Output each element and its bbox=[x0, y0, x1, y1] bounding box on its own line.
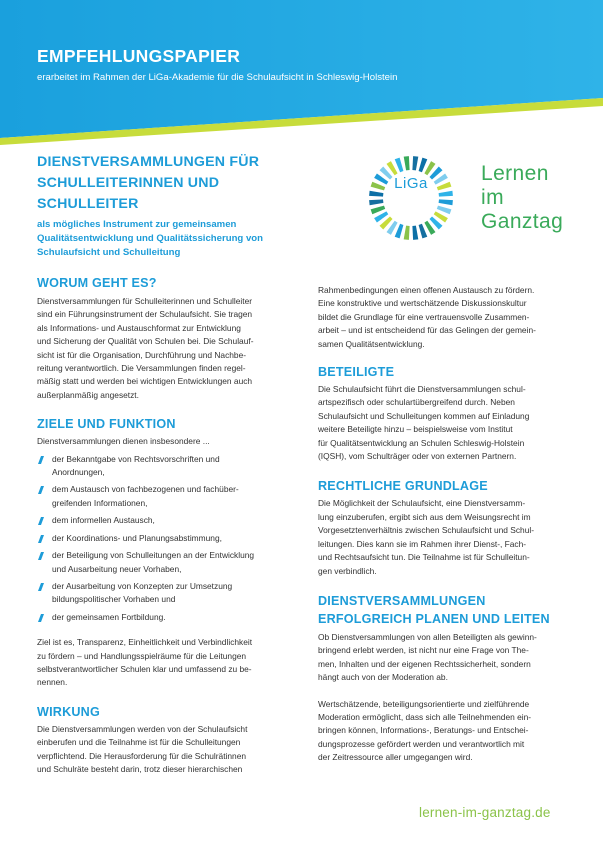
logo-word-2: im bbox=[481, 186, 504, 209]
list-item: der Bekanntgabe von Rechtsvorschriften und Anordnungen, bbox=[37, 453, 287, 480]
liga-logo bbox=[356, 152, 586, 244]
logo-inner-text: LiGa bbox=[394, 175, 428, 192]
main-subtitle-line-1: als mögliches Instrument zur gemeinsamen bbox=[37, 219, 237, 230]
bullet-icon bbox=[38, 486, 44, 494]
logo-ring-segment bbox=[419, 224, 428, 239]
heading-ziele: ZIELE UND FUNKTION bbox=[37, 417, 176, 432]
bullet-icon bbox=[38, 614, 44, 622]
logo-wordmark bbox=[481, 162, 591, 234]
list-item: der Ausarbeitung von Konzepten zur Umsetzung bildungspolitischer Vorhaben und bbox=[37, 580, 287, 607]
heading-rechtliche-grundlage: RECHTLICHE GRUNDLAGE bbox=[318, 479, 488, 494]
main-subtitle-line-3: Schulaufsicht und Schulleitung bbox=[37, 247, 181, 258]
ziele-intro: Dienstversammlungen dienen insbesondere ... bbox=[37, 436, 210, 447]
logo-ring-segment bbox=[412, 226, 418, 240]
paragraph-wirkung: Die Dienstversammlungen werden von der Schulaufsicht einberufen und die Teilnahme ist für die Schulleitungen verpflichtend. Die Herausforderung für die Schulrätinnen und Schulräte besteht darin, trotz dieser hierarchischen bbox=[37, 723, 248, 774]
ziele-list bbox=[37, 453, 287, 624]
logo-ring-segment bbox=[419, 158, 428, 173]
bullet-icon bbox=[38, 456, 44, 464]
main-subtitle-line-2: Qualitätsentwicklung und Qualitätssicherung von bbox=[37, 233, 264, 244]
list-item: dem Austausch von fachbezogenen und fachüber- greifenden Informationen, bbox=[37, 483, 287, 510]
paragraph-recht: Die Möglichkeit der Schulaufsicht, eine Dienstversamm- lung einzuberufen, ergibt sich aus dem Weisungsrecht im Vorgesetztenverhältnis zwischen Schulaufsicht und Schul- leitungen. Dies kann sie im Rahmen ihrer Dienst-, Fach- und Rechtsaufsicht tun. Die Teilnahme ist für Schulleitun- gen verbindlich. bbox=[318, 498, 535, 576]
paragraph-beteiligte: Die Schulaufsicht führt die Dienstversammlungen schul- artspezifisch oder schulartübergreifend durch. Neben Schulaufsicht und Schulleitungen kommen auf Einladung weitere Beteiligte hinzu – beispielsweise vom Institut für Qualitätsentwicklung an Schulen Schleswig-Holstein (IQSH), vom Schulträger oder von externen Partnern. bbox=[318, 384, 530, 462]
heading-worum: WORUM GEHT ES? bbox=[37, 276, 157, 290]
paragraph-worum: Dienstversammlungen für Schulleiterinnen und Schulleiter sind ein Führungsinstrument der Schulaufsicht. Sie tragen als Informations- und Austauschformat zur Entwicklung und Sicherung der Qualität von Schulen bei. Die Schulauf- sicht ist für die Organisation, Durchführung und Nachbe- reitung verantwortlich. Die Versammlungen finden regel- mäßig statt und werden bei wichtigen Entwicklungen auch außerplanmäßig angesetzt. bbox=[37, 296, 254, 400]
logo-ring-segment bbox=[412, 156, 418, 170]
paragraph-planen-2: Wertschätzende, beteiligungsorientierte und zielführende Moderation ermöglicht, dass sich alle Teilnehmenden ein- bringen können, Informations-, Beratungs- und Entschei- dungsprozesse gefördert werden und verantwortlich mit der Zeitressource aller umgegangen wird. bbox=[318, 698, 532, 763]
main-title-line-1: DIENSTVERSAMMLUNGEN FÜR bbox=[37, 154, 260, 170]
logo-ring-segment bbox=[439, 199, 453, 205]
heading-planen: DIENSTVERSAMMLUNGEN ERFOLGREICH PLANEN UND LEITEN bbox=[318, 593, 550, 626]
list-item: der Beteiligung von Schulleitungen an der Entwicklung und Ausarbeitung neuer Vorhaben, bbox=[37, 549, 287, 576]
left-column bbox=[37, 152, 287, 776]
liga-ring-icon bbox=[356, 152, 466, 244]
logo-word-1: Lernen bbox=[481, 162, 549, 185]
logo-ring-segment bbox=[395, 224, 404, 239]
paragraph-ziele-closing: Ziel ist es, Transparenz, Einheitlichkeit und Verbindlichkeit zu fördern – und Handlungsspielräume für die Leitungen selbstverantwortlicher Schulen klar und umfassend zu be- nennen. bbox=[37, 637, 253, 688]
logo-ring-segment bbox=[371, 206, 386, 215]
heading-beteiligte: BETEILIGTE bbox=[318, 365, 395, 380]
logo-ring-segment bbox=[404, 156, 410, 170]
bullet-icon bbox=[38, 535, 44, 543]
main-subtitle bbox=[37, 218, 287, 260]
document-title: EMPFEHLUNGSPAPIER bbox=[37, 46, 241, 66]
bullet-icon bbox=[38, 552, 44, 560]
logo-ring-segment bbox=[404, 226, 410, 240]
logo-ring-segment bbox=[369, 199, 383, 205]
logo-word-3: Ganztag bbox=[481, 210, 564, 233]
main-title-line-2: SCHULLEITERINNEN UND SCHULLEITER bbox=[37, 175, 220, 212]
logo-ring-segment bbox=[371, 182, 386, 191]
list-item: dem informellen Austausch, bbox=[37, 514, 287, 527]
logo-ring-segment bbox=[439, 191, 453, 197]
paragraph-wirkung-cont: Rahmenbedingungen einen offenen Austausch zu fördern. Eine konstruktive und wertschätzende Diskussionskultur bildet die Grundlage für eine vertrauensvolle Zusammen- arbeit – und ist entscheidend für das Gelingen der gemein- samen Qualitätsentwicklung. bbox=[318, 285, 536, 349]
bullet-icon bbox=[38, 517, 44, 525]
logo-ring-segment bbox=[437, 206, 452, 215]
footer-website-link[interactable]: lernen-im-ganztag.de bbox=[419, 805, 551, 820]
paragraph-planen-1: Ob Dienstversammlungen von allen Beteiligten als gewinn- bringend erlebt werden, ist nicht nur eine Frage von The- men, Inhalten und der eigenen Rechtssicherheit, sondern hängt auch von der Moderation ab. bbox=[318, 631, 537, 683]
logo-ring-segment bbox=[437, 182, 452, 191]
header-band bbox=[0, 0, 603, 145]
document-subtitle: erarbeitet im Rahmen der LiGa-Akademie für die Schulaufsicht in Schleswig-Holstein bbox=[37, 72, 398, 83]
list-item: der Koordinations- und Planungsabstimmung, bbox=[37, 532, 287, 545]
heading-wirkung: WIRKUNG bbox=[37, 704, 100, 719]
right-column bbox=[318, 284, 568, 765]
logo-ring-segment bbox=[395, 158, 404, 173]
bullet-icon bbox=[38, 583, 44, 591]
main-title bbox=[37, 152, 287, 215]
logo-ring-segment bbox=[369, 191, 383, 197]
list-item: der gemeinsamen Fortbildung. bbox=[37, 611, 287, 624]
